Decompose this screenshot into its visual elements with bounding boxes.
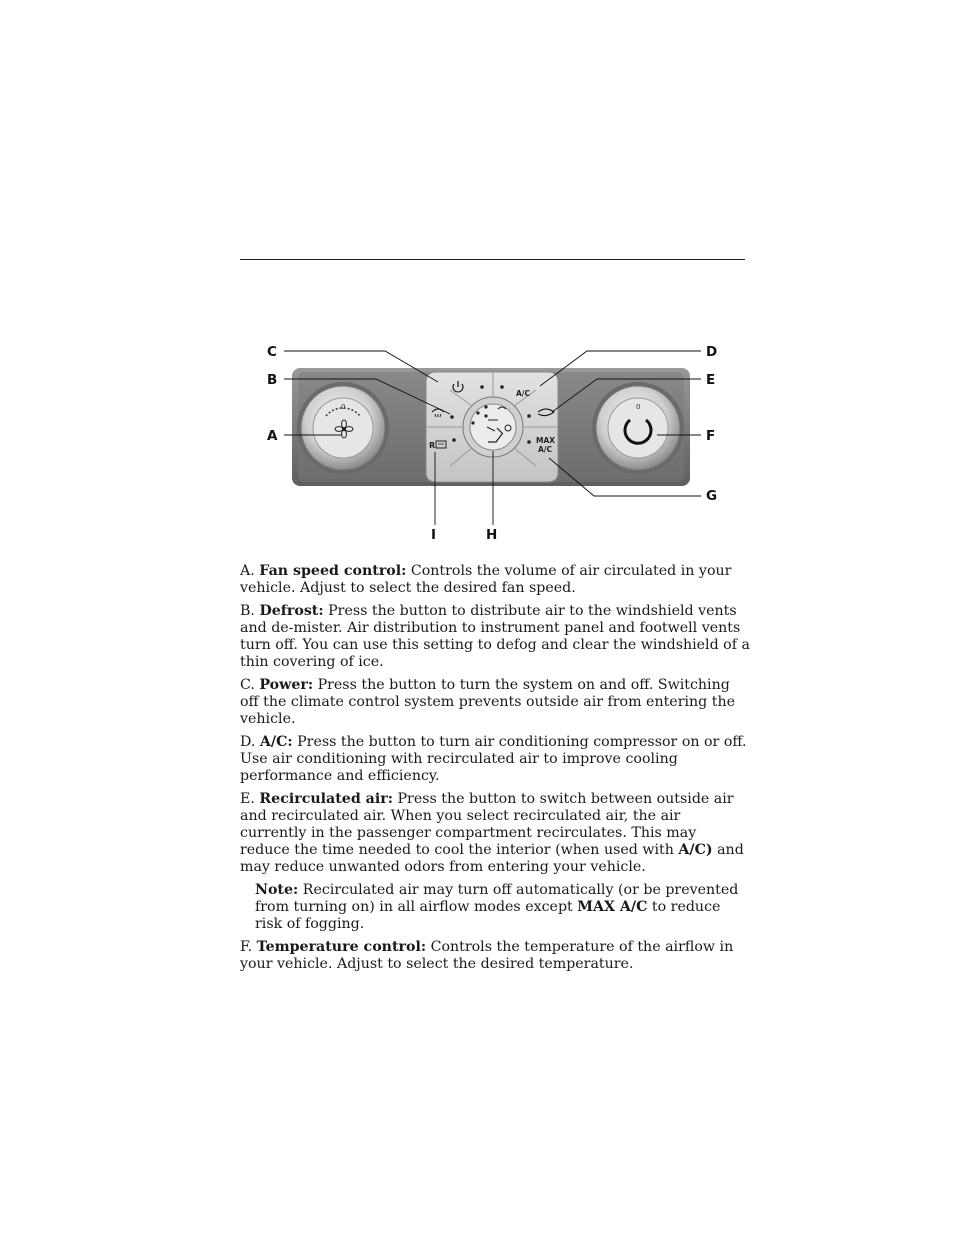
callout-a: A bbox=[267, 428, 278, 444]
fan-speed-knob[interactable] bbox=[297, 382, 389, 474]
callout-i: I bbox=[431, 527, 437, 543]
item-e: E. Recirculated air: Press the button to switch between outside air and recirculated air. When you select recirculated air, the air currently in the passenger compartment recirculates. This may reduce the time needed to cool the interior (when used with A/C) and may reduce unwanted odors from entering your vehicle. bbox=[240, 791, 744, 875]
description-list bbox=[240, 563, 750, 979]
climate-control-diagram bbox=[240, 330, 745, 550]
temperature-knob[interactable] bbox=[592, 382, 684, 474]
rear-defrost-label: R bbox=[429, 441, 436, 450]
climate-control-figure bbox=[240, 330, 745, 550]
callout-c: C bbox=[267, 344, 277, 360]
max-ac-label-2: A/C bbox=[538, 445, 553, 454]
callout-d: D bbox=[706, 344, 718, 360]
callout-b: B bbox=[267, 372, 278, 388]
callout-f: F bbox=[706, 428, 716, 444]
header-rule bbox=[240, 259, 745, 260]
callout-h: H bbox=[486, 527, 498, 543]
svg-text:0: 0 bbox=[341, 403, 346, 411]
item-c: C. Power: Press the button to turn the system on and off. Switching off the climate control system prevents outside air from entering the vehicle. bbox=[240, 677, 735, 727]
note: Note: Recirculated air may turn off automatically (or be prevented from turning on) in all airflow modes except MAX A/C to reduce risk of fogging. bbox=[255, 882, 739, 932]
item-a: A. Fan speed control: Controls the volume of air circulated in your vehicle. Adjust to select the desired fan speed. bbox=[240, 563, 732, 596]
item-f: F. Temperature control: Controls the temperature of the airflow in your vehicle. Adjust to select the desired temperature. bbox=[240, 939, 734, 972]
center-button-panel bbox=[426, 372, 558, 482]
ac-button-label: A/C bbox=[516, 389, 531, 398]
svg-text:0: 0 bbox=[636, 403, 641, 411]
callout-e: E bbox=[706, 372, 716, 388]
item-b: B. Defrost: Press the button to distribute air to the windshield vents and de-mister. Air distribution to instrument panel and footwell vents turn off. You can use this setting to defog and clear the windshield of a thin covering of ice. bbox=[240, 603, 750, 670]
callout-g: G bbox=[706, 488, 718, 504]
max-ac-label-1: MAX bbox=[536, 436, 556, 445]
item-d: D. A/C: Press the button to turn air conditioning compressor on or off. Use air conditioning with recirculated air to improve cooling performance and efficiency. bbox=[240, 734, 747, 784]
